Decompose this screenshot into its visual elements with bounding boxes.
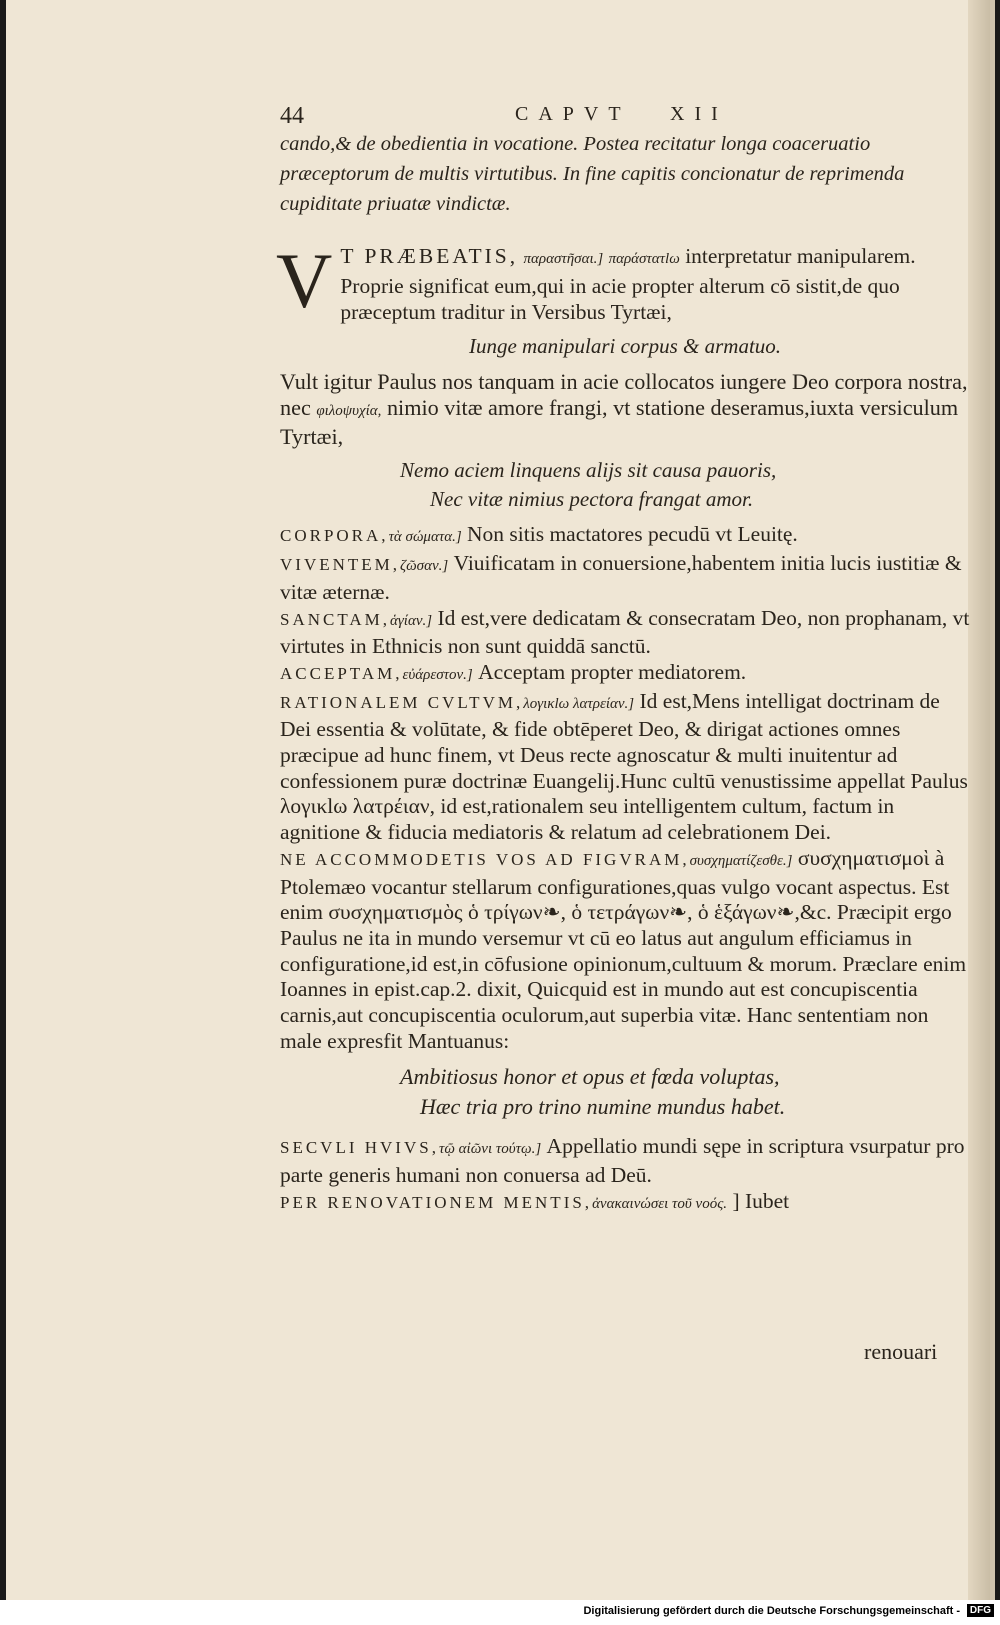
entry-greek: τὰ σώματα.] <box>388 529 462 546</box>
entry-greek: εὐάρεστον.] <box>402 666 473 683</box>
entry-sanctam <box>280 606 970 660</box>
lead-paragraph <box>276 237 970 326</box>
entry-heading: VIVENTEM, <box>280 555 401 575</box>
entry-greek: συσχηματίζεσθε.] <box>689 852 793 869</box>
catchword: renouari <box>864 1339 938 1364</box>
verse-2-line-1: Nemo aciem linquens alijs sit causa pauoris, <box>400 458 777 483</box>
drop-cap: V <box>276 237 333 324</box>
paragraph-1-text-a: Vult igitur Paulus nos tanquam in acie collocatos iungere Deo corpora nostra, nec <box>280 368 968 420</box>
entry-text: ] Iubet <box>732 1188 790 1213</box>
verse-3-line-1: Ambitiosus honor et opus et fœda voluptas, <box>400 1064 780 1090</box>
footer-credit: Digitalisierung gefördert durch die Deutsche Forschungsgemeinschaft - <box>583 1605 960 1617</box>
page-edge <box>968 0 990 1600</box>
entry-greek: ἀνακαινώσει τοῦ νοός. <box>592 1195 728 1212</box>
verse-3-line-2: Hæc tria pro trino numine mundus habet. <box>420 1094 786 1120</box>
entry-viventem <box>280 551 970 605</box>
entry-heading: RATIONALEM CVLTVM, <box>280 692 524 712</box>
entry-heading: CORPORA, <box>280 526 389 546</box>
entry-corpora <box>280 522 970 551</box>
entry-text: Non sitis mactatores pecudū vt Leuitę. <box>467 522 798 547</box>
entry-text: Acceptam propter mediatorem. <box>478 659 747 684</box>
page-number: 44 <box>280 103 304 129</box>
dfg-logo: DFG <box>967 1604 994 1617</box>
entry-greek: ζῶσαν.] <box>400 558 449 575</box>
running-head <box>280 103 970 129</box>
verse-2-line-2: Nec vitæ nimius pectora frangat amor. <box>430 487 754 512</box>
entry-per-renovationem <box>280 1189 970 1218</box>
lead-greek-1: παραστῆσαι.] <box>523 251 604 267</box>
entry-seculi-huius <box>280 1134 970 1188</box>
footer-bar <box>0 1602 1000 1625</box>
entry-text: Id est,vere dedicatam & consecratam Deo, non prophanam, vt virtutes in Ethnicis non sunt quiddā sanctū. <box>280 605 970 659</box>
entry-rationalem-cultum <box>280 689 970 846</box>
entry-greek: τῷ αἰῶνι τούτῳ.] <box>438 1141 542 1158</box>
lead-greek-2: παράστατlω <box>608 251 680 267</box>
entry-text: Viuificatam in conuersione,habentem initia lucis iustitiæ & vitæ æternæ. <box>280 551 962 604</box>
entry-text: Appellatio mundi sępe in scriptura vsurpatur pro parte generis humani non conuersa ad Deū. <box>280 1134 965 1188</box>
entry-heading: SECVLI HVIVS, <box>280 1138 439 1158</box>
verse-3 <box>280 1062 970 1122</box>
entry-heading: SANCTAM, <box>280 609 391 629</box>
lead-text: interpretatur manipularem. Proprie significat eum,qui in acie propter alterum cō sistit,de quo præceptum traditur in Versibus Tyrtæi, <box>340 244 916 324</box>
paragraph-1-text-b: nimio vitæ amore frangi, vt statione deseramus,iuxta versiculum Tyrtæi, <box>280 394 959 450</box>
entry-text: Id est,Mens intelligat doctrinam de Dei essentia & volūtate, & fide obtēperet Deo, & dirigat actiones omnes præcipue ad hunc finem, vt Deus recte agnoscatur & multi inuitentur ad confessionem puræ doctrinæ Euangelij.Hunc cultū venustissime appellat Paulus λογικlω λατρέιαν, id est,rationalem seu intelligentem cultum, factum in agnitione & fiducia mediatoris & relatum ad celebrationem Dei. <box>280 688 968 845</box>
entry-heading: ACCEPTAM, <box>280 663 403 683</box>
chapter-title: CAPVT <box>515 103 631 125</box>
verse-2 <box>280 456 970 514</box>
paragraph-1 <box>280 369 970 451</box>
paragraph-1-greek: φιλοψυχία, <box>316 402 382 419</box>
chapter-number: XII <box>670 103 728 125</box>
entry-greek: λογικlω λατρείαν.] <box>523 695 635 712</box>
text-block <box>276 103 970 1218</box>
entry-ne-accommodetis <box>280 846 970 1055</box>
entry-heading: NE ACCOMMODETIS VOS AD FIGVRAM, <box>280 849 690 869</box>
lead-heading: T PRÆBEATIS, <box>340 244 519 268</box>
chapter-summary: cando,& de obedientia in vocatione. Postea recitatur longa coaceruatio præceptorum de multis virtutibus. In fine capitis concionatur de reprimenda cupiditate priuatæ vindictæ. <box>280 133 905 215</box>
entry-greek: ἁγίαν.] <box>390 612 433 629</box>
verse-1: Iunge manipulari corpus & armatuo. <box>468 333 782 358</box>
entry-acceptam <box>280 660 970 689</box>
entry-text: συσχηματισμοὶ à Ptolemæo vocantur stellarum configurationes,quas vulgo vocant aspectus. Est enim συσχηματισμὸς ὁ τρίγων❧, ὁ τετράγων❧, ὁ ἑξάγων❧,&c. Præcipit ergo Paulus ne ita in mundo versemur vt cū eo latus aut angulum efficiamus in configuratione,id est,in cōfusione opinionum,cultuum & morum. Præclare enim Ioannes in epist.cap.2. dixit, Quicquid est in mundo aut est concupiscentia carnis,aut concupiscentia oculorum,aut superbia vitæ. Hanc sententiam non male expresfit Mantuanus: <box>280 845 967 1053</box>
entry-heading: PER RENOVATIONEM MENTIS, <box>280 1192 593 1212</box>
